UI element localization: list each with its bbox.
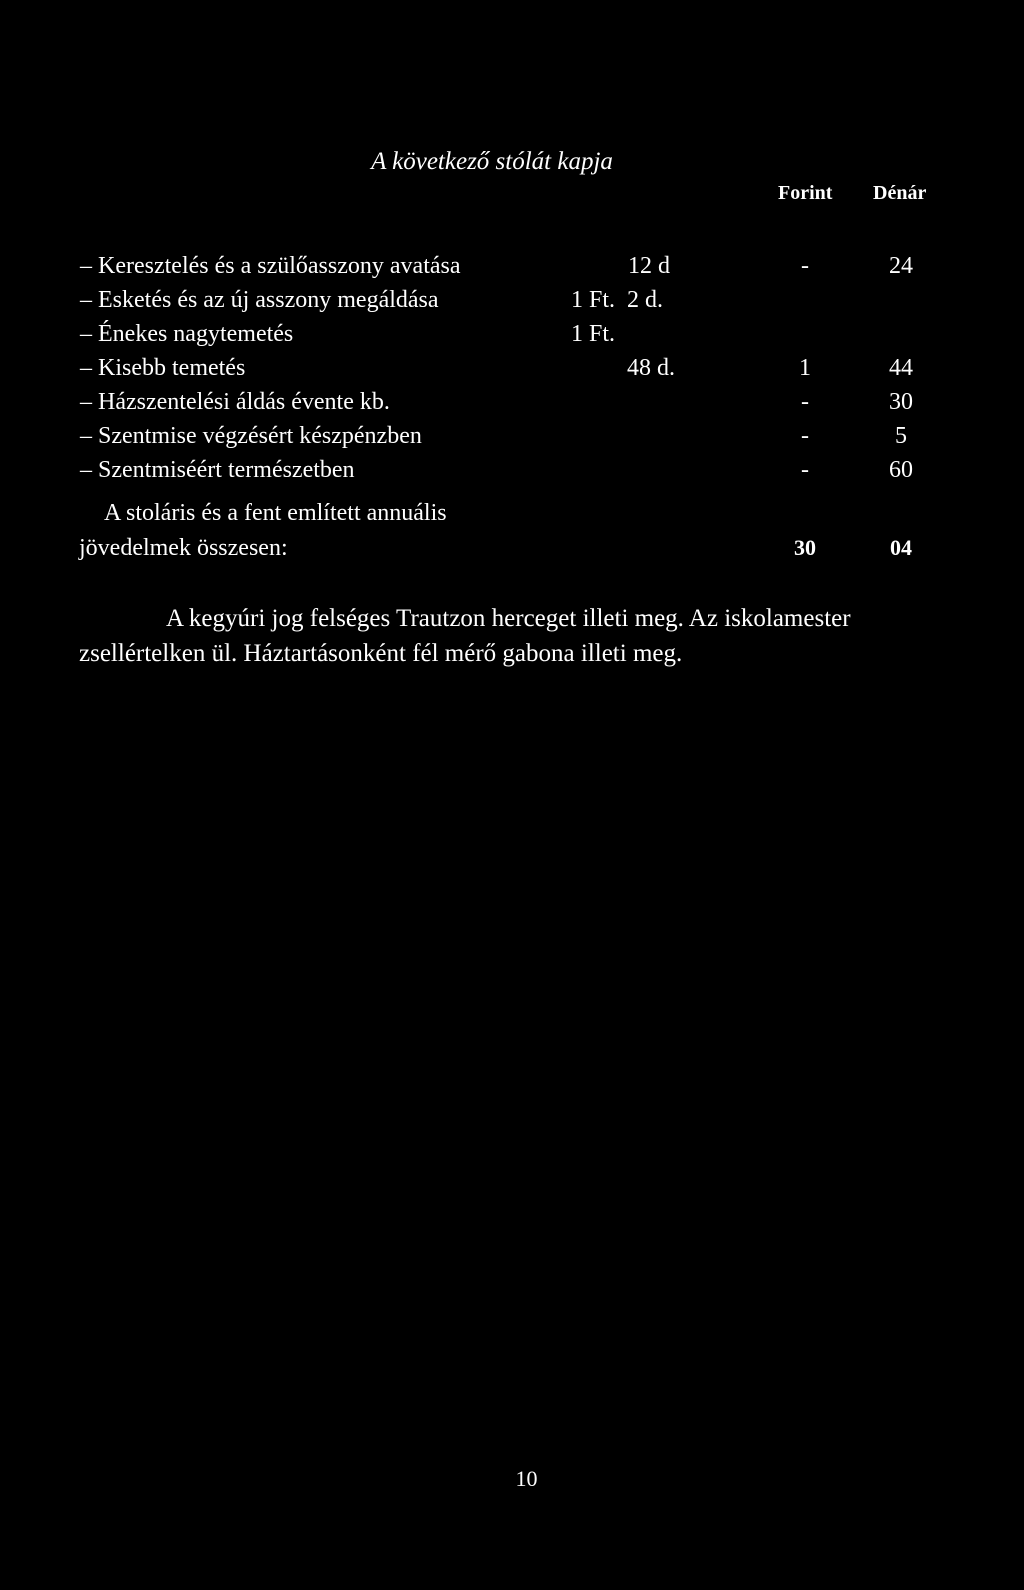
- table-row: [0, 321, 1024, 353]
- table-row: [0, 253, 1024, 285]
- total-forint: 30: [794, 535, 816, 560]
- row-forint: -: [801, 457, 809, 483]
- row-fee: 48 d.: [627, 355, 675, 381]
- row-label: – Kisebb temetés: [80, 355, 246, 381]
- row-fee: 1 Ft. 2 d.: [571, 287, 664, 313]
- table-row: [0, 355, 1024, 387]
- row-label: – Szentmise végzésért készpénzben: [80, 423, 422, 449]
- paragraph-line2: zsellértelken ül. Háztartásonként fél mérő gabona illeti meg.: [79, 640, 683, 667]
- total-denar: 04: [890, 535, 912, 560]
- table-row: [0, 423, 1024, 455]
- row-fee: 1 Ft.: [571, 321, 616, 347]
- row-fee: 12 d: [628, 253, 670, 279]
- column-header-forint: Forint: [778, 182, 833, 204]
- row-forint: -: [801, 253, 809, 279]
- row-forint: -: [801, 423, 809, 449]
- row-label: – Esketés és az új asszony megáldása: [80, 287, 439, 313]
- row-label: – Házszentelési áldás évente kb.: [80, 389, 390, 415]
- row-label: – Szentmiséért természetben: [80, 457, 355, 483]
- paragraph-line1: A kegyúri jog felséges Trautzon herceget illeti meg. Az iskolamester: [166, 605, 851, 632]
- total-label-line2: jövedelmek összesen:: [79, 535, 288, 561]
- row-forint: 1: [799, 355, 811, 381]
- total-label-line1: A stoláris és a fent említett annuális: [104, 500, 447, 526]
- table-row: [0, 389, 1024, 421]
- page-number: 10: [515, 1466, 538, 1491]
- table-row: [0, 287, 1024, 319]
- row-forint: -: [801, 389, 809, 415]
- row-label: – Énekes nagytemetés: [80, 321, 294, 347]
- row-denar: 30: [889, 389, 913, 415]
- section-title: A következő stólát kapja: [371, 148, 613, 175]
- row-label: – Keresztelés és a szülőasszony avatása: [80, 253, 461, 279]
- row-denar: 60: [889, 457, 913, 483]
- column-header-denar: Dénár: [873, 182, 927, 204]
- row-denar: 24: [889, 253, 913, 279]
- table-row: [0, 457, 1024, 489]
- row-denar: 44: [889, 355, 913, 381]
- row-denar: 5: [895, 423, 907, 449]
